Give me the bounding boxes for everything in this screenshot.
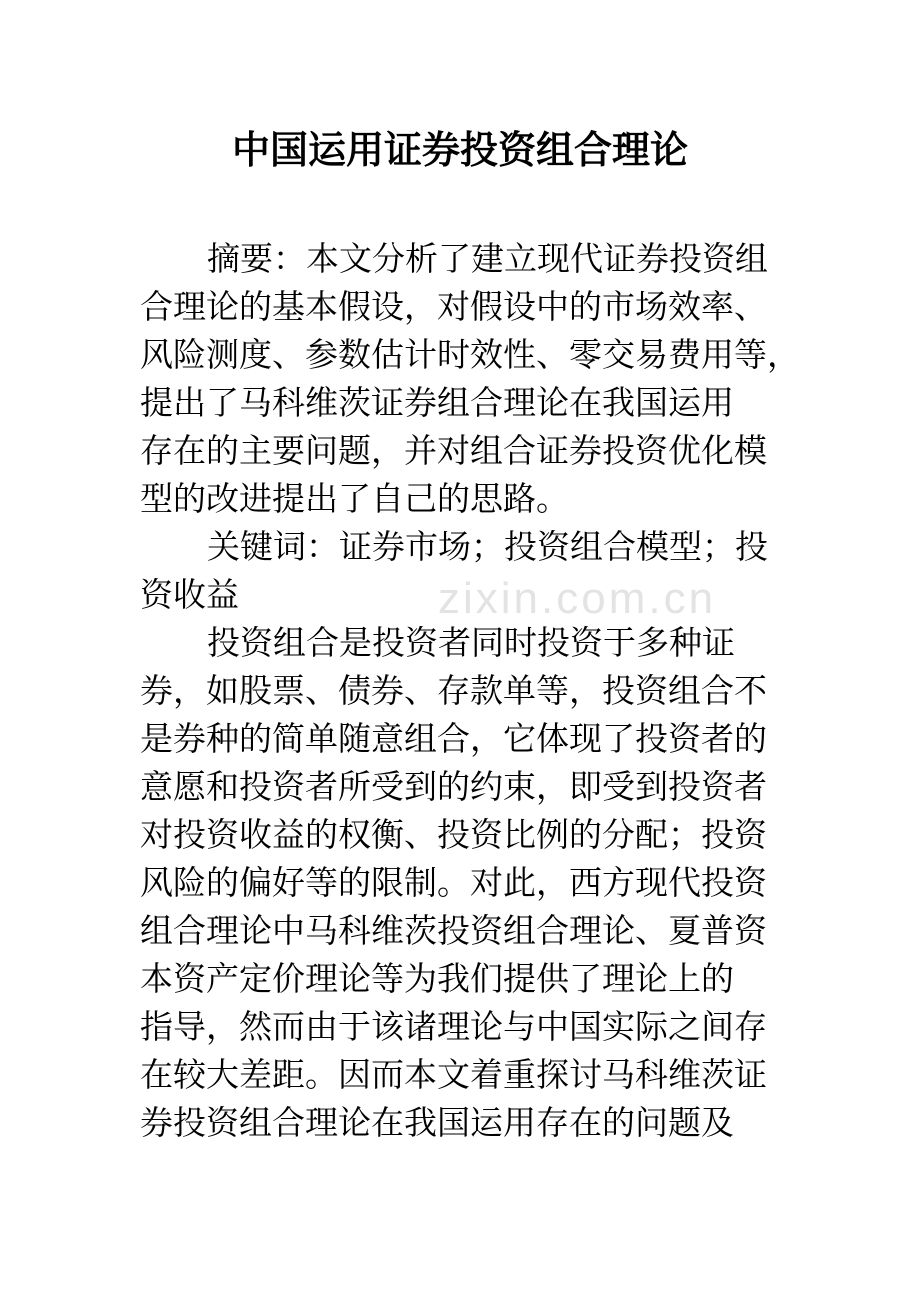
text-line-body-8: 本资产定价理论等为我们提供了理论上的 [140, 959, 734, 998]
text-line-abstract-2: 合理论的基本假设，对假设中的市场效率、 [140, 287, 767, 326]
text-line-abstract-4: 提出了马科维茨证券组合理论在我国运用 [140, 383, 734, 422]
text-line-body-1: 投资组合是投资者同时投资于多种证 [207, 623, 735, 662]
text-line-abstract-1: 摘要：本文分析了建立现代证券投资组 [207, 239, 768, 278]
text-line-body-7: 组合理论中马科维茨投资组合理论、夏普资 [140, 911, 767, 950]
document-title: 中国运用证券投资组合理论 [231, 127, 688, 172]
text-line-body-9: 指导，然而由于该诸理论与中国实际之间存 [140, 1007, 767, 1046]
watermark: zixin.com.cn [438, 574, 717, 623]
text-line-body-2: 券，如股票、债券、存款单等，投资组合不 [140, 671, 767, 710]
text-line-body-10: 在较大差距。因而本文着重探讨马科维茨证 [140, 1055, 767, 1094]
text-line-keywords-1: 关键词：证券市场；投资组合模型；投 [207, 527, 768, 566]
text-line-abstract-5: 存在的主要问题，并对组合证券投资优化模 [140, 431, 767, 470]
text-line-abstract-6: 型的改进提出了自己的思路。 [140, 479, 569, 518]
text-line-keywords-2: 资收益 [140, 575, 239, 614]
text-line-abstract-3: 风险测度、参数估计时效性、零交易费用等， [140, 335, 800, 374]
text-line-body-11: 券投资组合理论在我国运用存在的问题及 [140, 1103, 734, 1142]
text-line-body-4: 意愿和投资者所受到的约束，即受到投资者 [140, 767, 767, 806]
text-line-body-6: 风险的偏好等的限制。对此，西方现代投资 [140, 863, 767, 902]
text-line-body-5: 对投资收益的权衡、投资比例的分配；投资 [140, 815, 767, 854]
text-line-body-3: 是券种的简单随意组合，它体现了投资者的 [140, 719, 767, 758]
